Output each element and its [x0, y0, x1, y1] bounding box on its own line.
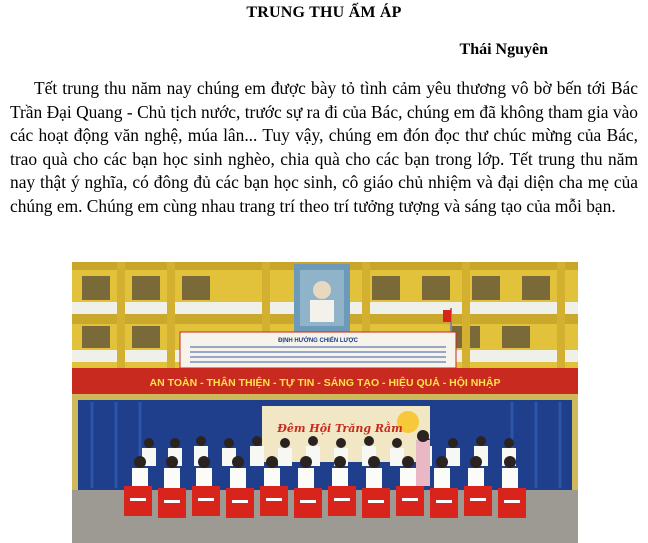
national-flag [443, 310, 451, 322]
stage-sign: Đêm Hội Trăng Rằm [277, 422, 403, 435]
group-photo [72, 262, 578, 543]
teacher [416, 440, 430, 486]
slogan-text: AN TOÀN - THÂN THIỆN - TỰ TIN - SÁNG TẠO - HIỆU QUẢ - HỘI NHẬP [149, 377, 501, 389]
banner-heading: ĐỊNH HƯỚNG CHIẾN LƯỢC [278, 338, 358, 344]
article-body [10, 77, 638, 219]
article-paragraph: Tết trung thu năm nay chúng em được bày tỏ tình cảm yêu thương vô bờ bến tới Bác Trần Đại Quang - Chủ tịch nước, trước sự ra đi của Bác, chúng em đã không tham gia vào các hoạt động văn nghệ, múa lân... Tuy vậy, chúng em đón đọc thư chúc mừng của Bác, trao quà cho các bạn học sinh nghèo, chia quà cho các bạn trong lớp. Tết trung thu năm nay thật ý nghĩa, có đông đủ các bạn học sinh, cô giáo chủ nhiệm và đại diện cha mẹ của chúng em. Chúng em cùng nhau trang trí theo trí tưởng tượng và sáng tạo của mỗi bạn. [10, 78, 638, 216]
portrait-figure [313, 281, 331, 299]
article-title: TRUNG THU ẤM ÁP [246, 4, 402, 21]
article-region: Thái Nguyên [459, 41, 548, 58]
